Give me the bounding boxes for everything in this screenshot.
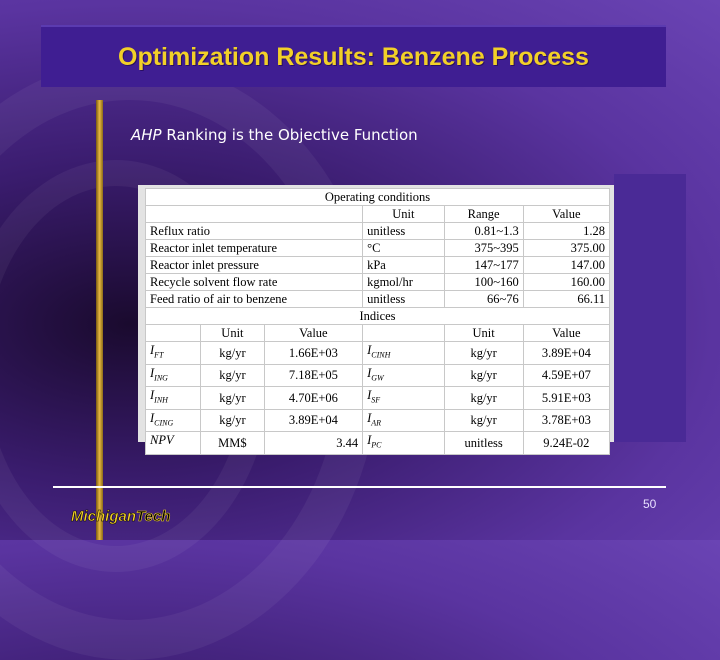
col-range: Range xyxy=(444,206,523,223)
index-unit: kg/yr xyxy=(444,387,523,410)
subtitle-rest: Ranking is the Objective Function xyxy=(161,126,418,144)
title-banner xyxy=(41,25,666,87)
col-value-2: Value xyxy=(523,325,609,342)
row-value: 66.11 xyxy=(523,291,609,308)
indices-columns-row xyxy=(146,325,610,342)
index-symbol: $I_{FT}$ xyxy=(146,342,201,365)
row-range: 100~160 xyxy=(444,274,523,291)
row-unit: unitless xyxy=(363,223,444,240)
index-symbol: $I_{AR}$ xyxy=(363,409,444,432)
index-symbol: $I_{GW}$ xyxy=(363,364,444,387)
table-row xyxy=(146,274,610,291)
index-value: 5.91E+03 xyxy=(523,387,609,410)
row-value: 1.28 xyxy=(523,223,609,240)
table-shadow xyxy=(614,174,686,442)
table-row xyxy=(146,432,610,455)
index-unit: MM$ xyxy=(201,432,264,455)
row-unit: °C xyxy=(363,240,444,257)
operating-columns-row xyxy=(146,206,610,223)
index-unit: unitless xyxy=(444,432,523,455)
indices-header: Indices xyxy=(146,308,610,325)
index-symbol: $I_{INH}$ xyxy=(146,387,201,410)
index-value: 3.44 xyxy=(264,432,362,455)
index-unit: kg/yr xyxy=(201,364,264,387)
index-value: 4.70E+06 xyxy=(264,387,362,410)
index-symbol: NPV xyxy=(146,432,201,455)
table-row xyxy=(146,257,610,274)
index-value: 3.78E+03 xyxy=(523,409,609,432)
blank-cell xyxy=(146,206,363,223)
index-symbol: $I_{ING}$ xyxy=(146,364,201,387)
index-symbol: $I_{SF}$ xyxy=(363,387,444,410)
index-symbol: $I_{CINH}$ xyxy=(363,342,444,365)
index-value: 9.24E-02 xyxy=(523,432,609,455)
subtitle-ahp: AHP xyxy=(131,126,162,144)
table-row xyxy=(146,409,610,432)
row-range: 0.81~1.3 xyxy=(444,223,523,240)
row-range: 147~177 xyxy=(444,257,523,274)
row-name: Reactor inlet temperature xyxy=(146,240,363,257)
operating-header-row xyxy=(146,189,610,206)
index-symbol: $I_{CING}$ xyxy=(146,409,201,432)
gold-accent-bar xyxy=(96,100,103,540)
table-row xyxy=(146,291,610,308)
row-range: 66~76 xyxy=(444,291,523,308)
row-name: Reactor inlet pressure xyxy=(146,257,363,274)
table-row xyxy=(146,223,610,240)
table-row xyxy=(146,364,610,387)
footer-divider xyxy=(53,486,666,488)
col-value: Value xyxy=(523,206,609,223)
page-number: 50 xyxy=(643,497,657,511)
index-unit: kg/yr xyxy=(201,342,264,365)
col-unit-2: Unit xyxy=(444,325,523,342)
row-unit: kgmol/hr xyxy=(363,274,444,291)
table-row xyxy=(146,342,610,365)
index-unit: kg/yr xyxy=(444,342,523,365)
index-value: 4.59E+07 xyxy=(523,364,609,387)
row-value: 375.00 xyxy=(523,240,609,257)
row-name: Feed ratio of air to benzene xyxy=(146,291,363,308)
table-row xyxy=(146,387,610,410)
table-row xyxy=(146,240,610,257)
row-name: Recycle solvent flow rate xyxy=(146,274,363,291)
slide-title: Optimization Results: Benzene Process xyxy=(118,42,589,71)
row-value: 147.00 xyxy=(523,257,609,274)
index-unit: kg/yr xyxy=(201,387,264,410)
index-value: 1.66E+03 xyxy=(264,342,362,365)
row-name: Reflux ratio xyxy=(146,223,363,240)
index-value: 3.89E+04 xyxy=(264,409,362,432)
col-unit-1: Unit xyxy=(201,325,264,342)
col-value-1: Value xyxy=(264,325,362,342)
michigan-tech-logo: MichiganTech xyxy=(71,508,171,525)
index-unit: kg/yr xyxy=(444,364,523,387)
index-unit: kg/yr xyxy=(201,409,264,432)
index-value: 7.18E+05 xyxy=(264,364,362,387)
col-unit: Unit xyxy=(363,206,444,223)
index-unit: kg/yr xyxy=(444,409,523,432)
row-range: 375~395 xyxy=(444,240,523,257)
index-value: 3.89E+04 xyxy=(523,342,609,365)
blank-cell xyxy=(363,325,444,342)
indices-header-row xyxy=(146,308,610,325)
results-table xyxy=(145,188,610,455)
blank-cell xyxy=(146,325,201,342)
row-value: 160.00 xyxy=(523,274,609,291)
operating-header: Operating conditions xyxy=(146,189,610,206)
index-symbol: $I_{PC}$ xyxy=(363,432,444,455)
row-unit: unitless xyxy=(363,291,444,308)
row-unit: kPa xyxy=(363,257,444,274)
slide-subtitle xyxy=(131,126,418,144)
